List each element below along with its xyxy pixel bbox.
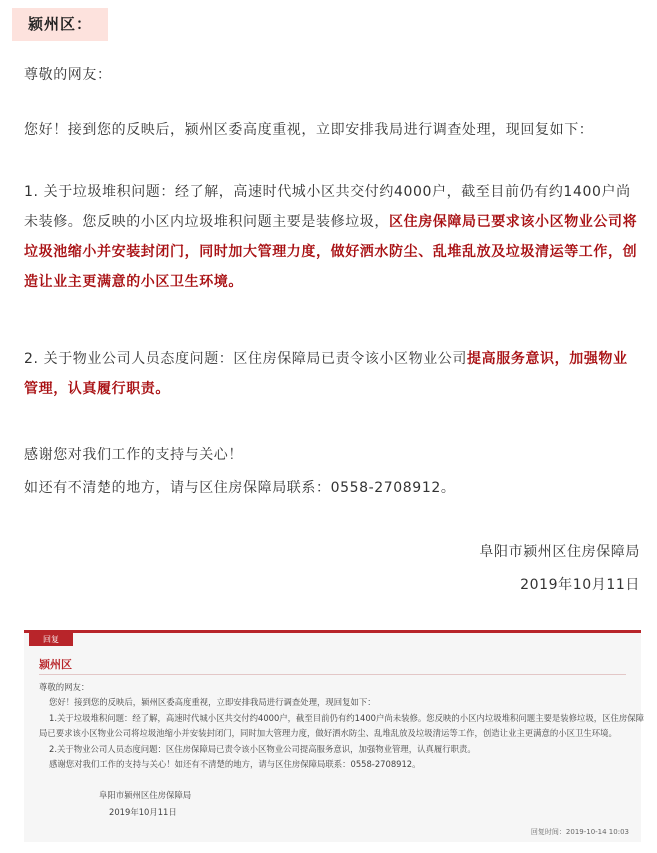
reply-point-2: 2.关于物业公司人员态度问题：区住房保障局已责令该小区物业公司提高服务意识，加强物业管理，认真履行职责。	[49, 744, 476, 754]
reply-salutation: 尊敬的网友：	[39, 682, 90, 692]
reply-thanks-contact: 感谢您对我们工作的支持与关心！如还有不清楚的地方，请与区住房保障局联系：0558-2708912。	[49, 759, 421, 769]
salutation: 尊敬的网友：	[24, 67, 112, 83]
reply-point-1-line-2: 局已要求该小区物业公司将垃圾池缩小并安装封闭门，同时加大管理力度，做好洒水防尘、乱堆乱放及垃圾清运等工作，创造让业主更满意的小区卫生环境。	[39, 728, 617, 738]
reply-divider	[39, 674, 626, 675]
reply-district: 颍州区	[39, 658, 72, 671]
date: 2019年10月11日	[520, 577, 640, 593]
point-1-highlight: 区住房保障局已要求该小区物业公司将垃圾池缩小并安装封闭门，同时加大管理力度，做好洒水防尘、乱堆乱放及垃圾清运等工作，创造让业主更满意的小区卫生环境。	[24, 214, 638, 290]
point-2-highlight: 提高服务意识，加强物业管理，认真履行职责。	[24, 351, 628, 397]
reply-date: 2019年10月11日	[109, 807, 177, 817]
point-1-paragraph	[24, 177, 642, 297]
reply-intro: 您好！接到您的反映后，颍州区委高度重视，立即安排我局进行调查处理，现回复如下：	[49, 697, 376, 707]
intro-paragraph: 您好！接到您的反映后，颍州区委高度重视，立即安排我局进行调查处理，现回复如下：	[24, 122, 594, 138]
reply-signature: 阜阳市颍州区住房保障局	[99, 790, 192, 800]
point-1-text: 1. 关于垃圾堆积问题：经了解，高速时代城小区共交付约4000户，截至目前仍有约1400户尚未装修。您反映的小区内垃圾堆积问题主要是装修垃圾，	[24, 184, 631, 230]
reply-point-1-line-1: 1.关于垃圾堆积问题：经了解，高速时代城小区共交付约4000户，截至目前仍有约1400户尚未装修。您反映的小区内垃圾堆积问题主要是装修垃圾，区住房保障	[49, 713, 644, 723]
point-2-text: 2. 关于物业公司人员态度问题：区住房保障局已责令该小区物业公司	[24, 351, 468, 367]
reply-screenshot-panel	[24, 630, 644, 842]
contact-line: 如还有不清楚的地方，请与区住房保障局联系：0558-2708912。	[24, 480, 456, 496]
point-2-paragraph	[24, 344, 642, 404]
signature: 阜阳市颍州区住房保障局	[479, 544, 640, 560]
thanks-line: 感谢您对我们工作的支持与关心！	[24, 447, 243, 463]
reply-label: 回复	[29, 633, 73, 646]
reply-timestamp: 回复时间：2019-10-14 10:03	[530, 828, 629, 836]
district-tag: 颍州区：	[12, 8, 108, 41]
